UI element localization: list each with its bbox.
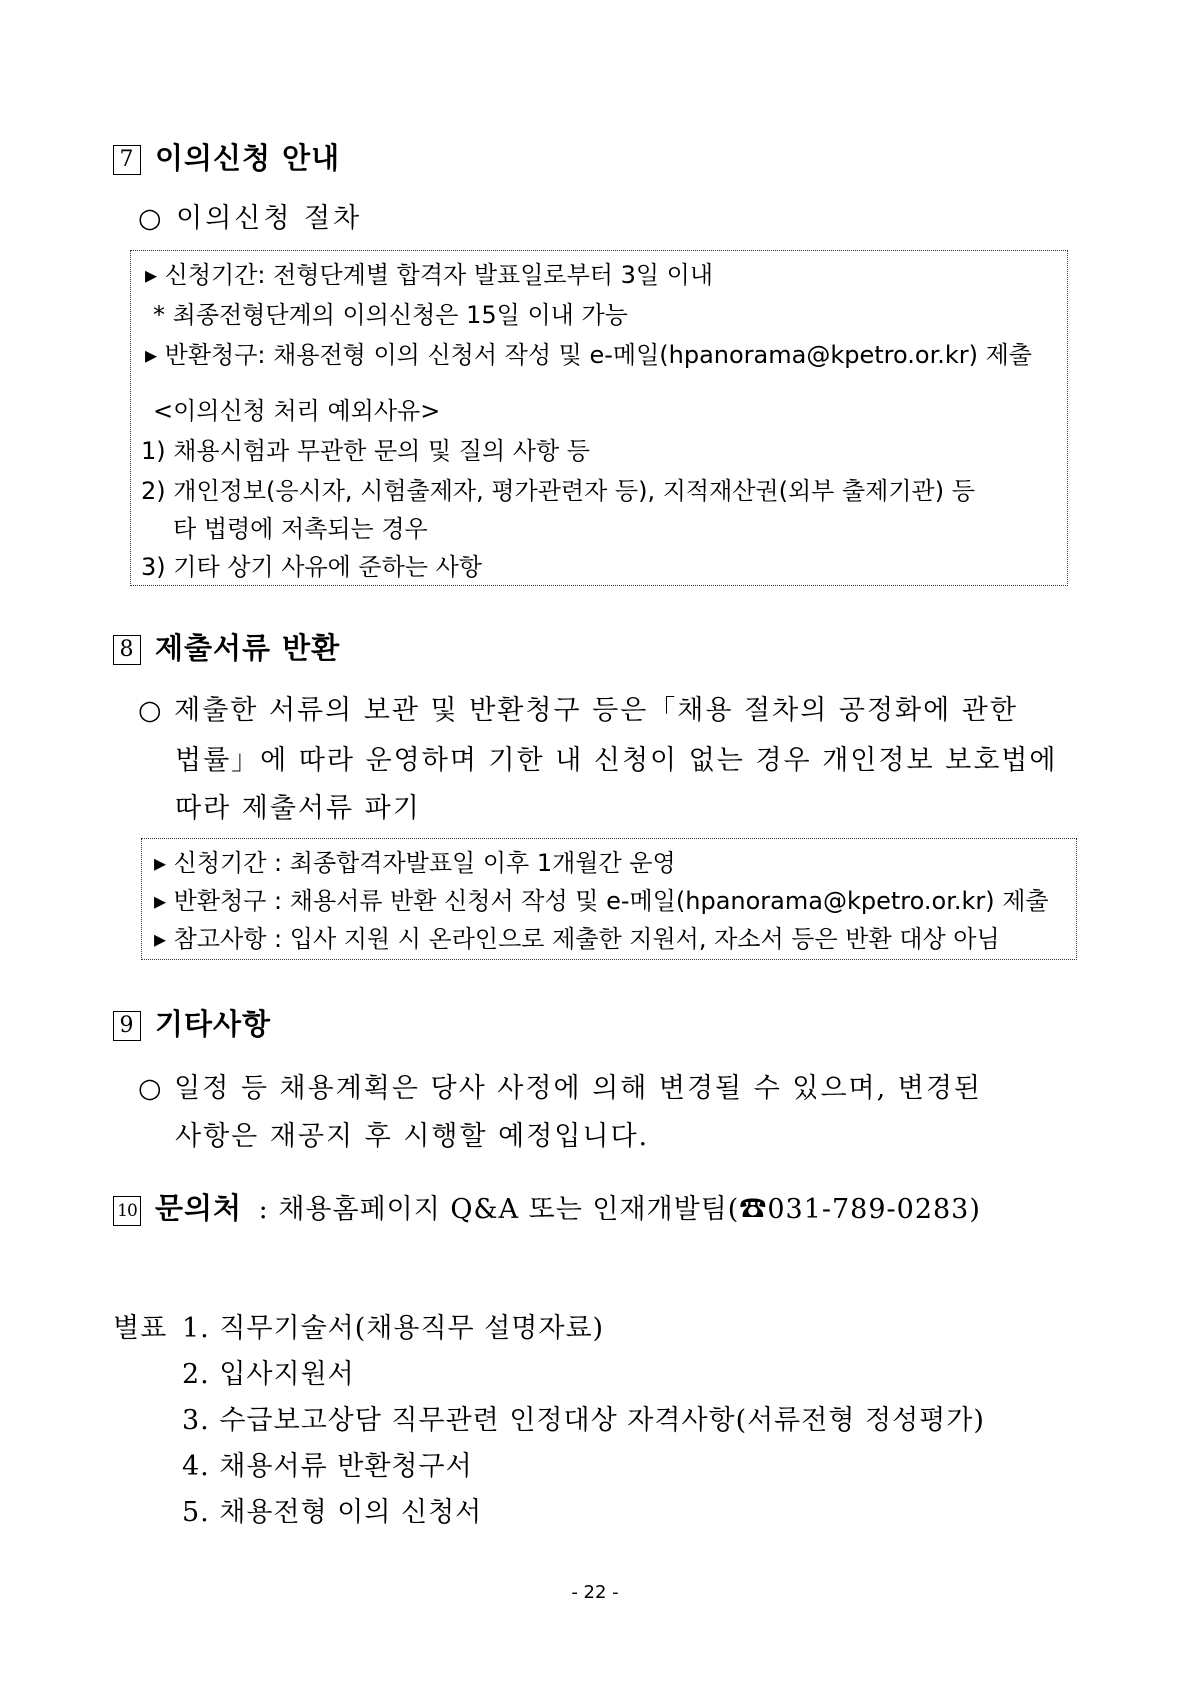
contact-text: : 채용홈페이지 Q&A 또는 인재개발팀(☎031-789-0283): [258, 1194, 981, 1225]
attachment-item: 3. 수급보고상담 직무관련 인정대상 자격사항(서류전형 정성평가): [182, 1405, 985, 1436]
section-title: 문의처: [155, 1191, 243, 1225]
paragraph-line: 사항은 재공지 후 시행할 예정입니다.: [175, 1121, 650, 1152]
section-number: 8: [113, 635, 141, 665]
box-line: ▸ 참고사항 : 입사 지원 시 온라인으로 제출한 지원서, 자소서 등은 반환 대상 아님: [154, 925, 1000, 953]
attachments-label: 별표: [113, 1313, 168, 1344]
objection-info-box: [130, 250, 1068, 586]
box-line: * 최종전형단계의 이의신청은 15일 이내 가능: [153, 301, 628, 329]
box-subtitle: <이의신청 처리 예외사유>: [153, 397, 441, 425]
attachment-item: 4. 채용서류 반환청구서: [182, 1451, 473, 1482]
attachment-item: 2. 입사지원서: [182, 1359, 355, 1390]
box-line: ▸ 반환청구: 채용전형 이의 신청서 작성 및 e-메일(hpanorama@kpetro.or.kr) 제출: [145, 341, 1032, 369]
section-number: 7: [113, 145, 141, 175]
box-line: 3) 기타 상기 사유에 준하는 사항: [141, 553, 482, 581]
document-return-box: [141, 838, 1077, 960]
section-title: 제출서류 반환: [155, 631, 341, 665]
attachment-item: 5. 채용전형 이의 신청서: [182, 1497, 483, 1528]
section-title: 기타사항: [155, 1007, 272, 1041]
section-number: 9: [113, 1011, 141, 1041]
box-line: 1) 채용시험과 무관한 문의 및 질의 사항 등: [141, 437, 590, 465]
section-7-heading: [113, 136, 340, 177]
section-9-heading: [113, 1002, 271, 1043]
section-8-heading: [113, 626, 340, 667]
box-line: 2) 개인정보(응시자, 시험출제자, 평가관련자 등), 지적재산권(외부 출제기관) 등: [141, 477, 975, 505]
paragraph-line: 법률」에 따라 운영하며 기한 내 신청이 없는 경우 개인정보 보호법에: [175, 745, 1058, 776]
sub-item: ○ 이의신청 절차: [138, 203, 363, 234]
section-number: 10: [113, 1196, 141, 1226]
box-line: ▸ 반환청구 : 채용서류 반환 신청서 작성 및 e-메일(hpanorama@kpetro.or.kr) 제출: [154, 887, 1049, 915]
box-line: ▸ 신청기간: 전형단계별 합격자 발표일로부터 3일 이내: [145, 261, 714, 289]
paragraph-line: ○ 제출한 서류의 보관 및 반환청구 등은「채용 절차의 공정화에 관한: [138, 695, 1018, 726]
box-line: ▸ 신청기간 : 최종합격자발표일 이후 1개월간 운영: [154, 849, 676, 877]
attachment-item: 1. 직무기술서(채용직무 설명자료): [182, 1313, 605, 1344]
paragraph-line: ○ 일정 등 채용계획은 당사 사정에 의해 변경될 수 있으며, 변경된: [138, 1073, 983, 1104]
section-title: 이의신청 안내: [155, 141, 341, 175]
box-line: 타 법령에 저촉되는 경우: [173, 515, 428, 543]
section-10-heading: [113, 1186, 981, 1227]
paragraph-line: 따라 제출서류 파기: [175, 793, 421, 824]
page-number: - 22 -: [571, 1582, 619, 1603]
